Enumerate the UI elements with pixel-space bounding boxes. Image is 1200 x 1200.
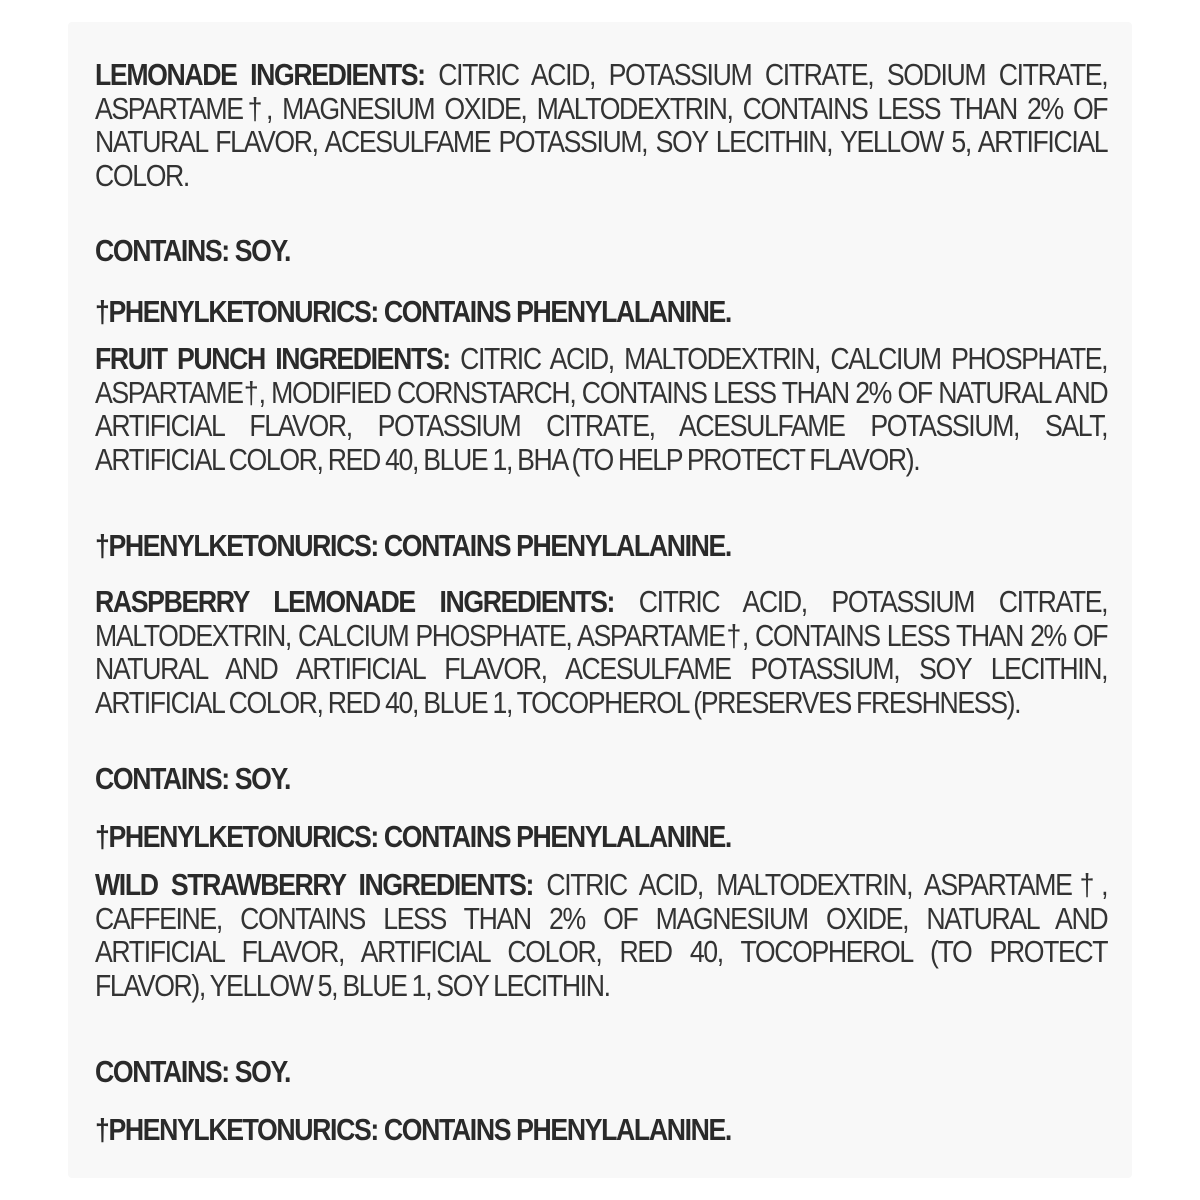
wild-strawberry-allergen-statement: CONTAINS: SOY. — [95, 1054, 291, 1089]
lemonade-pku-warning: †PHENYLKETONURICS: CONTAINS PHENYLALANINE. — [95, 294, 731, 329]
fruit-punch-ingredients-list: CITRIC ACID, MALTODEXTRIN, CALCIUM PHOSPHATE, ASPARTAME†, MODIFIED CORNSTARCH, CONTAINS LESS THAN 2% OF NATURAL AND ARTIFICIAL FLAVOR, POTASSIUM CITRATE, ACESULFAME POTASSIUM, SALT, ARTIFICIAL COLOR, RED 40, BLUE 1, BHA (TO HELP PROTECT FLAVOR). — [95, 341, 1108, 477]
lemonade-allergen-statement: CONTAINS: SOY. — [95, 233, 291, 268]
wild-strawberry-ingredients-heading: WILD STRAWBERRY INGREDIENTS: — [95, 867, 534, 902]
raspberry-lemonade-ingredients-paragraph — [95, 585, 1107, 719]
lemonade-ingredients-paragraph — [95, 58, 1107, 192]
wild-strawberry-ingredients-list: CITRIC ACID, MALTODEXTRIN, ASPARTAME†, CAFFEINE, CONTAINS LESS THAN 2% OF MAGNESIUM OXIDE, NATURAL AND ARTIFICIAL FLAVOR, ARTIFICIAL COLOR, RED 40, TOCOPHEROL (TO PROTECT FLAVOR), YELLOW 5, BLUE 1, SOY LECITHIN. — [95, 867, 1108, 1003]
raspberry-lemonade-pku-warning: †PHENYLKETONURICS: CONTAINS PHENYLALANINE. — [95, 819, 731, 854]
raspberry-lemonade-ingredients-heading: RASPBERRY LEMONADE INGREDIENTS: — [95, 584, 615, 619]
lemonade-ingredients-heading: LEMONADE INGREDIENTS: — [95, 57, 425, 92]
wild-strawberry-pku-warning: †PHENYLKETONURICS: CONTAINS PHENYLALANINE. — [95, 1112, 731, 1147]
wild-strawberry-ingredients-paragraph — [95, 868, 1107, 1002]
fruit-punch-pku-warning: †PHENYLKETONURICS: CONTAINS PHENYLALANINE. — [95, 528, 731, 563]
fruit-punch-ingredients-heading: FRUIT PUNCH INGREDIENTS: — [95, 341, 450, 376]
raspberry-lemonade-allergen-statement: CONTAINS: SOY. — [95, 761, 291, 796]
fruit-punch-ingredients-paragraph — [95, 342, 1107, 476]
lemonade-ingredients-list: CITRIC ACID, POTASSIUM CITRATE, SODIUM CITRATE, ASPARTAME†, MAGNESIUM OXIDE, MALTODEXTRIN, CONTAINS LESS THAN 2% OF NATURAL FLAVOR, ACESULFAME POTASSIUM, SOY LECITHIN, YELLOW 5, ARTIFICIAL COLOR. — [95, 57, 1108, 193]
raspberry-lemonade-ingredients-list: CITRIC ACID, POTASSIUM CITRATE, MALTODEXTRIN, CALCIUM PHOSPHATE, ASPARTAME†, CONTAINS LESS THAN 2% OF NATURAL AND ARTIFICIAL FLAVOR, ACESULFAME POTASSIUM, SOY LECITHIN, ARTIFICIAL COLOR, RED 40, BLUE 1, TOCOPHEROL (PRESERVES FRESHNESS). — [95, 584, 1108, 720]
